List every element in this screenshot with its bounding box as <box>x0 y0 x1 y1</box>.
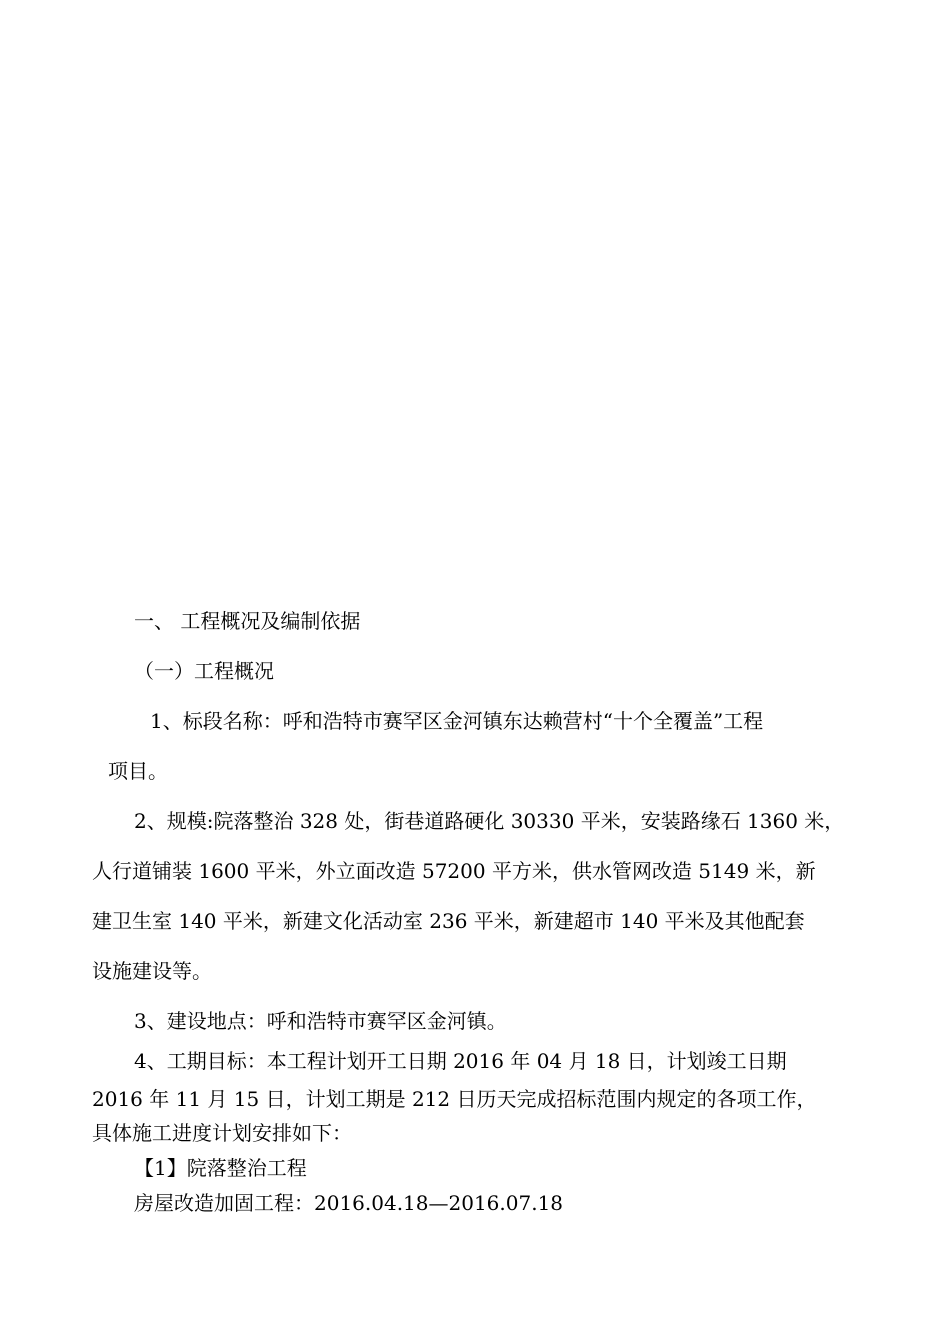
item2-line4: 设施建设等。 <box>92 959 212 983</box>
section-heading: 一、 工程概况及编制依据 <box>134 609 361 633</box>
item4-line2: 2016 年 11 月 15 日，计划工期是 212 日历天完成招标范围内规定的各项工作， <box>92 1087 817 1111</box>
item4-line1: 4、工期目标：本工程计划开工日期 2016 年 04 月 18 日，计划竣工日期 <box>134 1049 787 1073</box>
schedule-item: 房屋改造加固工程：2016.04.18—2016.07.18 <box>134 1191 564 1215</box>
item2-line3: 建卫生室 140 平米，新建文化活动室 236 平米，新建超市 140 平米及其他配套 <box>92 909 805 933</box>
item2-line1: 2、规模:院落整治 328 处，街巷道路硬化 30330 平米，安装路缘石 1360 米， <box>134 809 845 833</box>
subsection-heading: （一）工程概况 <box>134 659 274 683</box>
schedule-heading: 【1】院落整治工程 <box>134 1156 307 1180</box>
item3-line1: 3、建设地点：呼和浩特市赛罕区金河镇。 <box>134 1009 507 1033</box>
item1-line1: 1、标段名称：呼和浩特市赛罕区金河镇东达赖营村“十个全覆盖”工程 <box>150 709 764 733</box>
item1-line2: 项目。 <box>108 759 168 783</box>
item2-line2: 人行道铺装 1600 平米，外立面改造 57200 平方米，供水管网改造 5149 米，新 <box>92 859 816 883</box>
item4-line3: 具体施工进度计划安排如下： <box>92 1121 352 1145</box>
